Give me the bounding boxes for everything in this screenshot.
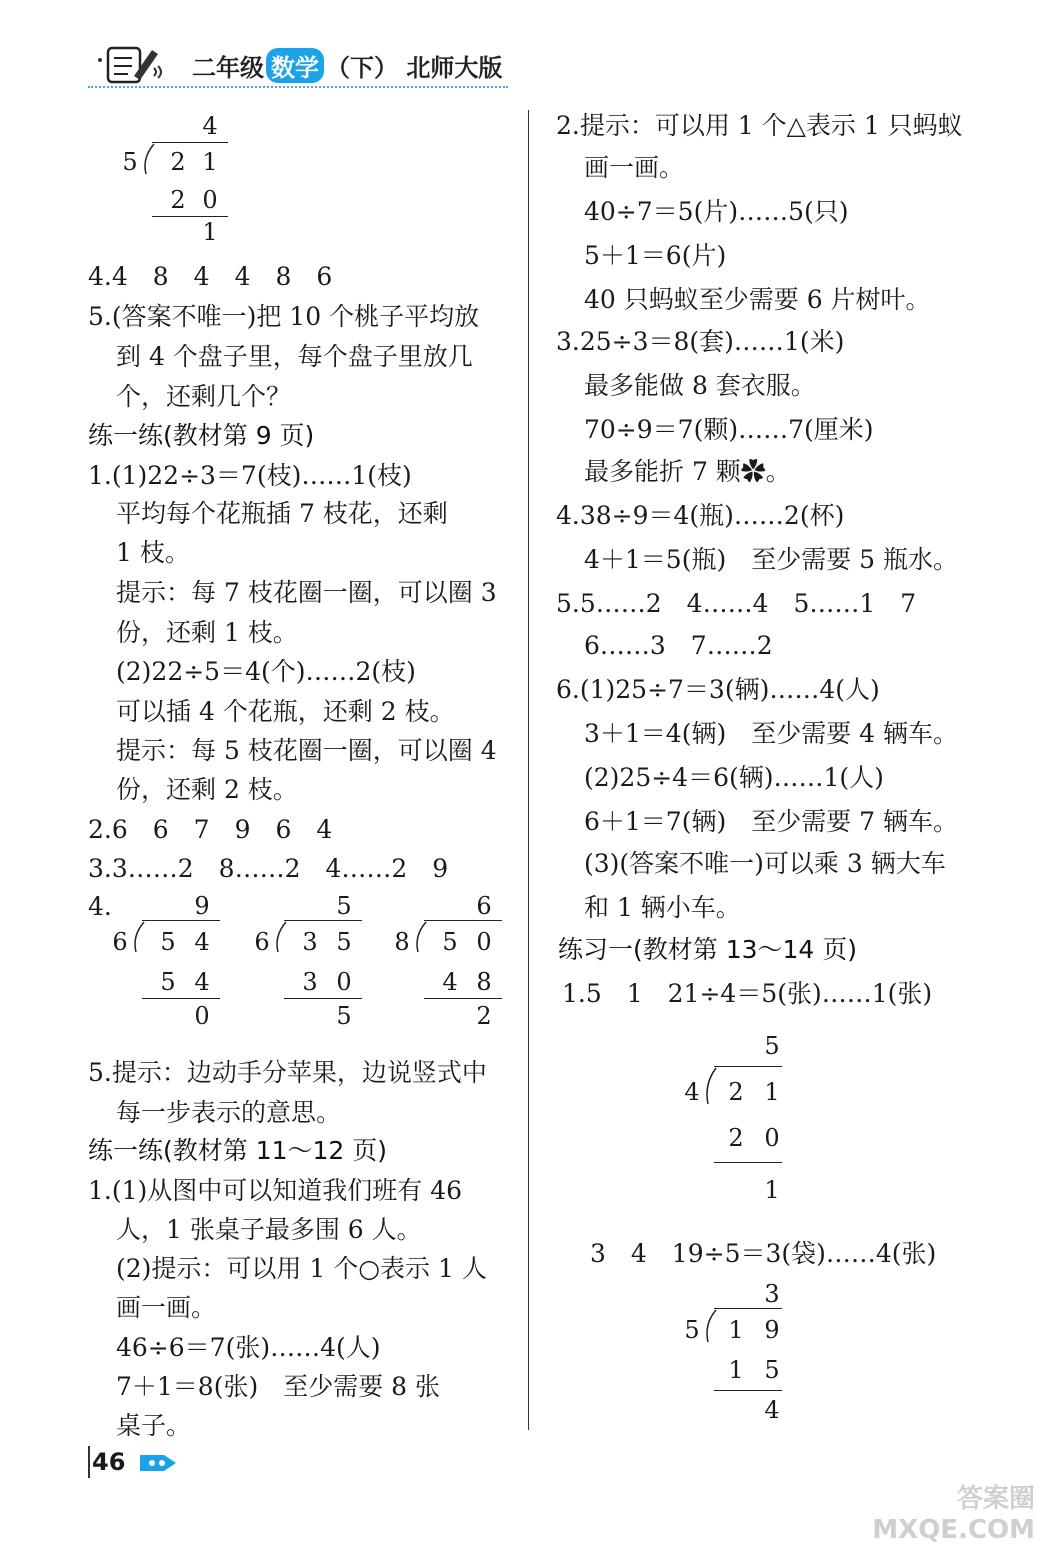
answer-line: 个，还剩几个？: [116, 382, 292, 411]
answer-line: 4.4 8 4 4 8 6: [88, 262, 333, 291]
section-heading: 练习一(教材第 13～14 页): [558, 935, 858, 964]
answer-line: 5.5……2 4……4 5……1 7: [556, 589, 917, 618]
answer-line: 7＋1＝8(张) 至少需要 8 张: [116, 1372, 441, 1401]
long-division: 5 6 3 5 3 0 5: [242, 892, 362, 1042]
answer-line: 4＋1＝5(瓶) 至少需要 5 瓶水。: [584, 545, 959, 574]
answer-line: 3＋1＝4(辆) 至少需要 4 辆车。: [584, 719, 959, 748]
answer-line: 桌子。: [116, 1411, 192, 1440]
answer-line: 70÷9＝7(颗)……7(厘米): [584, 415, 874, 444]
pencil-scroll-icon: [92, 42, 162, 88]
header-title: 二年级 数学 （下） 北师大版: [192, 48, 502, 83]
answer-line: 最多能做 8 套衣服。: [584, 371, 816, 400]
answer-line: 最多能折 7 颗✿。: [584, 457, 791, 486]
answer-line: 5＋1＝6(片): [584, 241, 727, 270]
answer-line: 人，1 张桌子最多围 6 人。: [116, 1215, 422, 1244]
answer-line: 2.提示：可以用 1 个△表示 1 只蚂蚁: [556, 111, 963, 140]
long-division: 6 8 5 0 4 8 2: [382, 892, 502, 1042]
answer-line: 到 4 个盘子里，每个盘子里放几: [116, 342, 473, 371]
hint-line: 提示：每 5 枝花圈一圈，可以圈 4: [116, 736, 497, 765]
subject-badge: 数学: [266, 48, 324, 83]
answer-line: 6……3 7……2: [584, 631, 773, 660]
long-division: 5 4 2 1 2 0 1: [672, 1032, 792, 1202]
answer-line: 1.(1)从图中可以知道我们班有 46: [88, 1176, 463, 1205]
answer-line: 2.6 6 7 9 6 4: [88, 815, 333, 844]
hint-line: 每一步表示的意思。: [116, 1098, 342, 1127]
quotient: 4: [202, 112, 218, 140]
answer-line: (2)25÷4＝6(辆)……1(人): [584, 763, 884, 792]
page-number-bar: [88, 1446, 90, 1478]
answer-line: 40 只蚂蚁至少需要 6 片树叶。: [584, 285, 931, 314]
answer-line: 4.: [88, 892, 112, 921]
divisor: 5: [122, 148, 138, 176]
answer-line: 4.38÷9＝4(瓶)……2(杯): [556, 501, 845, 530]
hint-line: 画一画。: [116, 1293, 217, 1322]
long-division: 9 6 5 4 5 4 0: [100, 892, 220, 1042]
answer-line: (3)(答案不唯一)可以乘 3 辆大车: [584, 849, 946, 878]
long-division: 4 5 2 1 2 0 1: [110, 112, 230, 242]
section-heading: 练一练(教材第 11～12 页): [88, 1136, 388, 1165]
page-number: 46: [92, 1448, 178, 1476]
section-heading: 练一练(教材第 9 页): [88, 421, 315, 450]
hint-line: 提示：每 7 枝花圈一圈，可以圈 3: [116, 578, 497, 607]
column-divider: [528, 110, 529, 1430]
answer-line: 6＋1＝7(辆) 至少需要 7 辆车。: [584, 807, 959, 836]
hint-line: 份，还剩 1 枝。: [116, 618, 298, 647]
answer-line: 1.(1)22÷3＝7(枝)……1(枝): [88, 461, 412, 490]
answer-line: 6.(1)25÷7＝3(辆)……4(人): [556, 675, 880, 704]
remainder: 1: [202, 218, 218, 246]
hint-line: 5.提示：边动手分苹果，边说竖式中: [88, 1058, 487, 1087]
answer-line: 1.5 1 21÷4＝5(张)……1(张): [562, 979, 933, 1008]
watermark: 答案圈 MXQE.COM: [872, 1484, 1035, 1545]
answer-line: 3 4 19÷5＝3(袋)……4(张): [590, 1239, 937, 1268]
header-rule: [88, 86, 508, 88]
answer-line: 46÷6＝7(张)……4(人): [116, 1333, 381, 1362]
page-arrow-icon: [138, 1452, 178, 1474]
answer-line: 平均每个花瓶插 7 枝花，还剩: [116, 499, 448, 528]
answer-line: 40÷7＝5(片)……5(只): [584, 197, 849, 226]
answer-line: 画一画。: [584, 153, 685, 182]
long-division: 3 5 1 9 1 5 4: [672, 1280, 792, 1430]
hint-line: (2)提示：可以用 1 个○表示 1 人: [116, 1254, 487, 1283]
answer-line: 和 1 辆小车。: [584, 893, 741, 922]
answer-line: 5.(答案不唯一)把 10 个桃子平均放: [88, 302, 480, 331]
hint-line: 份，还剩 2 枝。: [116, 775, 298, 804]
division-bracket: [140, 142, 156, 176]
page-header: [88, 44, 508, 90]
answer-line: 1 枝。: [116, 538, 190, 567]
answer-line: 3.3……2 8……2 4……2 9: [88, 854, 449, 883]
answer-line: 可以插 4 个花瓶，还剩 2 枝。: [116, 697, 455, 726]
answer-line: 3.25÷3＝8(套)……1(米): [556, 327, 845, 356]
answer-line: (2)22÷5＝4(个)……2(枝): [116, 657, 416, 686]
